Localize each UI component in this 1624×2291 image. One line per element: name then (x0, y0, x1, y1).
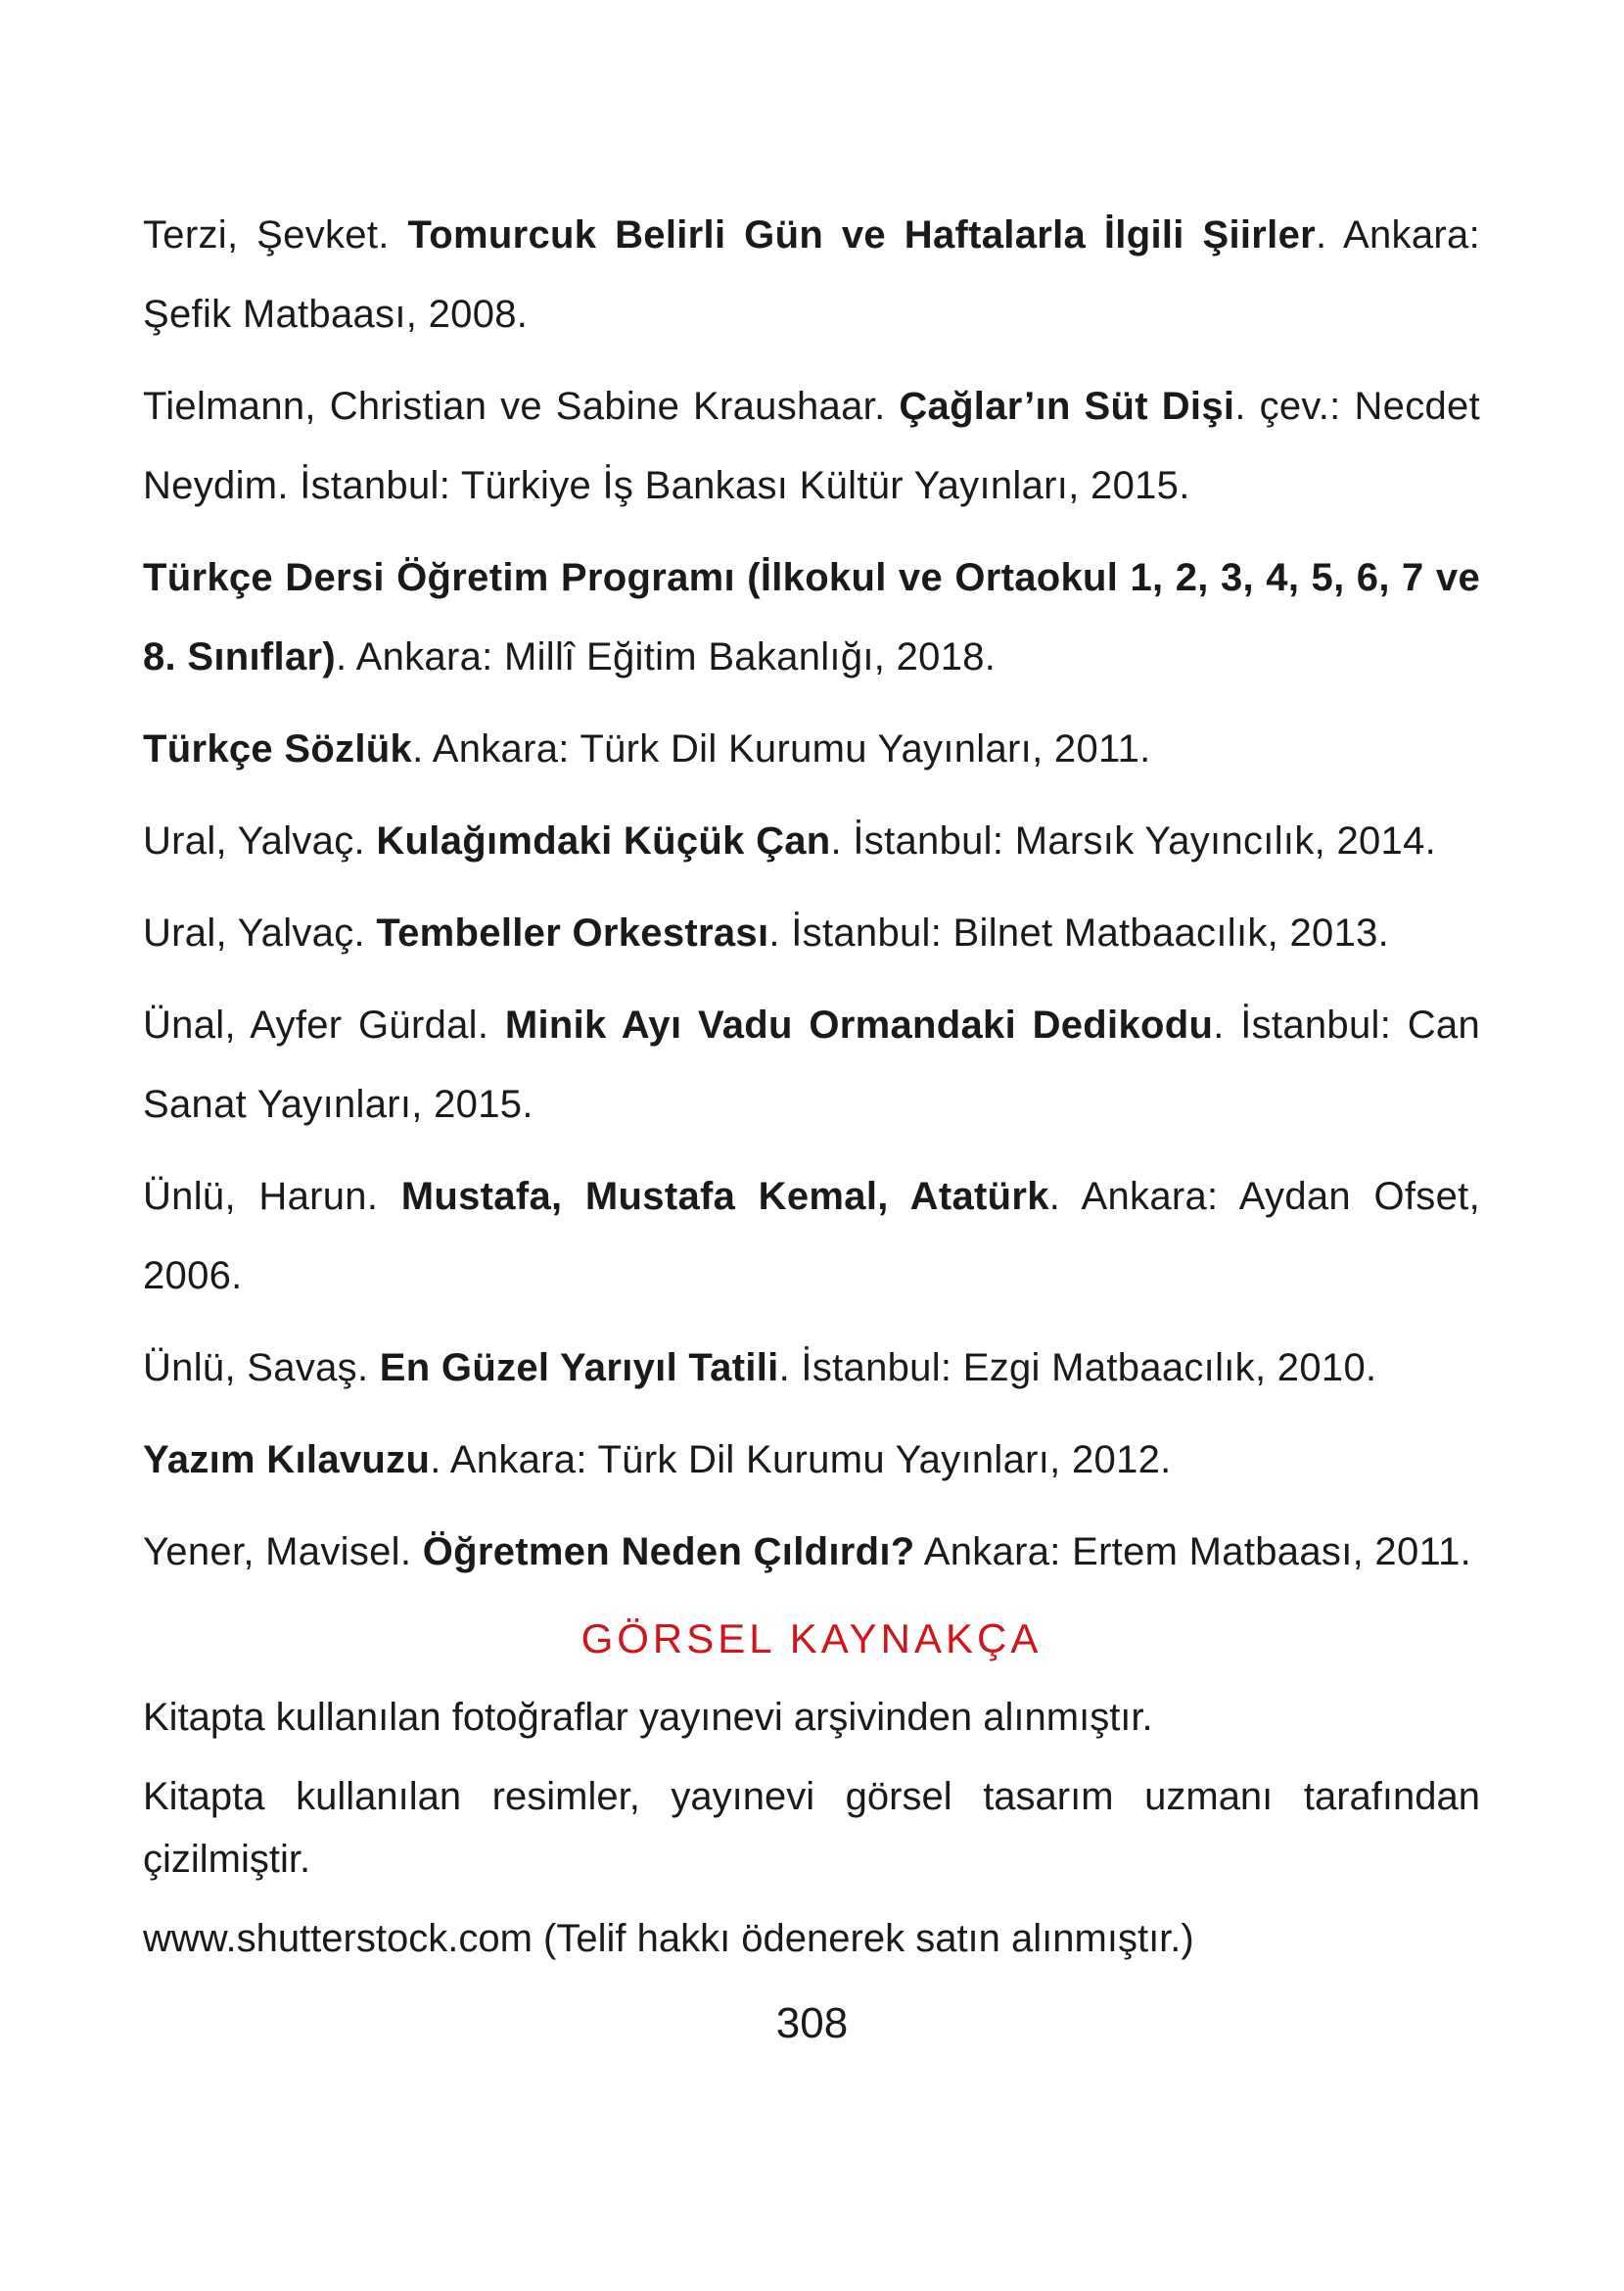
reference-publication: . İstanbul: Bilnet Matbaacılık, 2013. (768, 912, 1390, 955)
reference-publication: . çev.: Necdet Neydim. İstanbul: Türkiye İş Bankası Kültür Yayınları, 2015. (143, 385, 1480, 507)
reference-author: Ünal, Ayfer Gürdal. (143, 1004, 505, 1047)
reference-publication: Ankara: Ertem Matbaası, 2011. (914, 1530, 1472, 1573)
reference-author: Yener, Mavisel. (143, 1530, 423, 1573)
reference-title: Minik Ayı Vadu Ormandaki Dedikodu (504, 1004, 1214, 1047)
reference-title: Çağlar’ın Süt Dişi (899, 385, 1235, 428)
reference-title: Yazım Kılavuzu (143, 1438, 431, 1481)
reference-publication: . İstanbul: Ezgi Matbaacılık, 2010. (778, 1346, 1377, 1389)
reference-entry (143, 367, 1480, 526)
visual-source-note: www.shutterstock.com (Telif hakkı ödenerek satın alınmıştır.) (143, 1917, 1194, 1960)
visual-source-note: Kitapta kullanılan resimler, yayınevi görsel tasarım uzmanı tarafından çizilmiştir. (143, 1775, 1480, 1881)
reference-entry (143, 1329, 1480, 1408)
reference-publication: . Ankara: Millî Eğitim Bakanlığı, 2018. (335, 635, 997, 678)
reference-author: Ural, Yalvaç. (143, 819, 377, 863)
reference-publication: . İstanbul: Can Sanat Yayınları, 2015. (143, 1004, 1480, 1126)
reference-entry (143, 894, 1480, 973)
reference-entry (143, 1421, 1480, 1500)
reference-author: Tielmann, Christian ve Sabine Kraushaar. (143, 385, 900, 428)
reference-title: Türkçe Sözlük (143, 727, 413, 771)
reference-title: Mustafa, Mustafa Kemal, Atatürk (400, 1175, 1049, 1218)
reference-author: Ünlü, Harun. (143, 1175, 401, 1218)
visual-sources-heading: GÖRSEL KAYNAKÇA (580, 1615, 1043, 1661)
reference-publication: . Ankara: Aydan Ofset, 2006. (143, 1175, 1480, 1297)
reference-title: En Güzel Yarıyıl Tatili (379, 1346, 779, 1389)
reference-entry (143, 1157, 1480, 1316)
reference-entry (143, 196, 1480, 354)
reference-entry (143, 802, 1480, 881)
reference-author: Ural, Yalvaç. (143, 912, 377, 955)
reference-entry (143, 538, 1480, 697)
reference-author: Ünlü, Savaş. (143, 1346, 380, 1389)
reference-entry (143, 710, 1480, 789)
reference-author: Terzi, Şevket. (143, 213, 408, 257)
page-number: 308 (775, 1999, 849, 2047)
reference-publication: . Ankara: Türk Dil Kurumu Yayınları, 2012. (430, 1438, 1172, 1481)
bibliography (143, 0, 1480, 1971)
visual-source-note: Kitapta kullanılan fotoğraflar yayınevi arşivinden alınmıştır. (143, 1696, 1153, 1739)
reference-title: Tomurcuk Belirli Gün ve Haftalarla İlgili Şiirler (407, 213, 1317, 257)
reference-publication: . İstanbul: Marsık Yayıncılık, 2014. (830, 819, 1437, 863)
reference-entry (143, 986, 1480, 1145)
reference-title: Türkçe Dersi Öğretim Programı (İlkokul ve Ortaokul 1, 2, 3, 4, 5, 6, 7 ve 8. Sınıflar) (143, 556, 1480, 678)
reference-title: Tembeller Orkestrası (376, 912, 769, 955)
reference-publication: . Ankara: Türk Dil Kurumu Yayınları, 2011. (412, 727, 1151, 771)
reference-publication: . Ankara: Şefik Matbaası, 2008. (143, 213, 1480, 336)
reference-title: Öğretmen Neden Çıldırdı? (422, 1530, 915, 1573)
reference-title: Kulağımdaki Küçük Çan (376, 819, 831, 863)
reference-entry (143, 1513, 1480, 1592)
